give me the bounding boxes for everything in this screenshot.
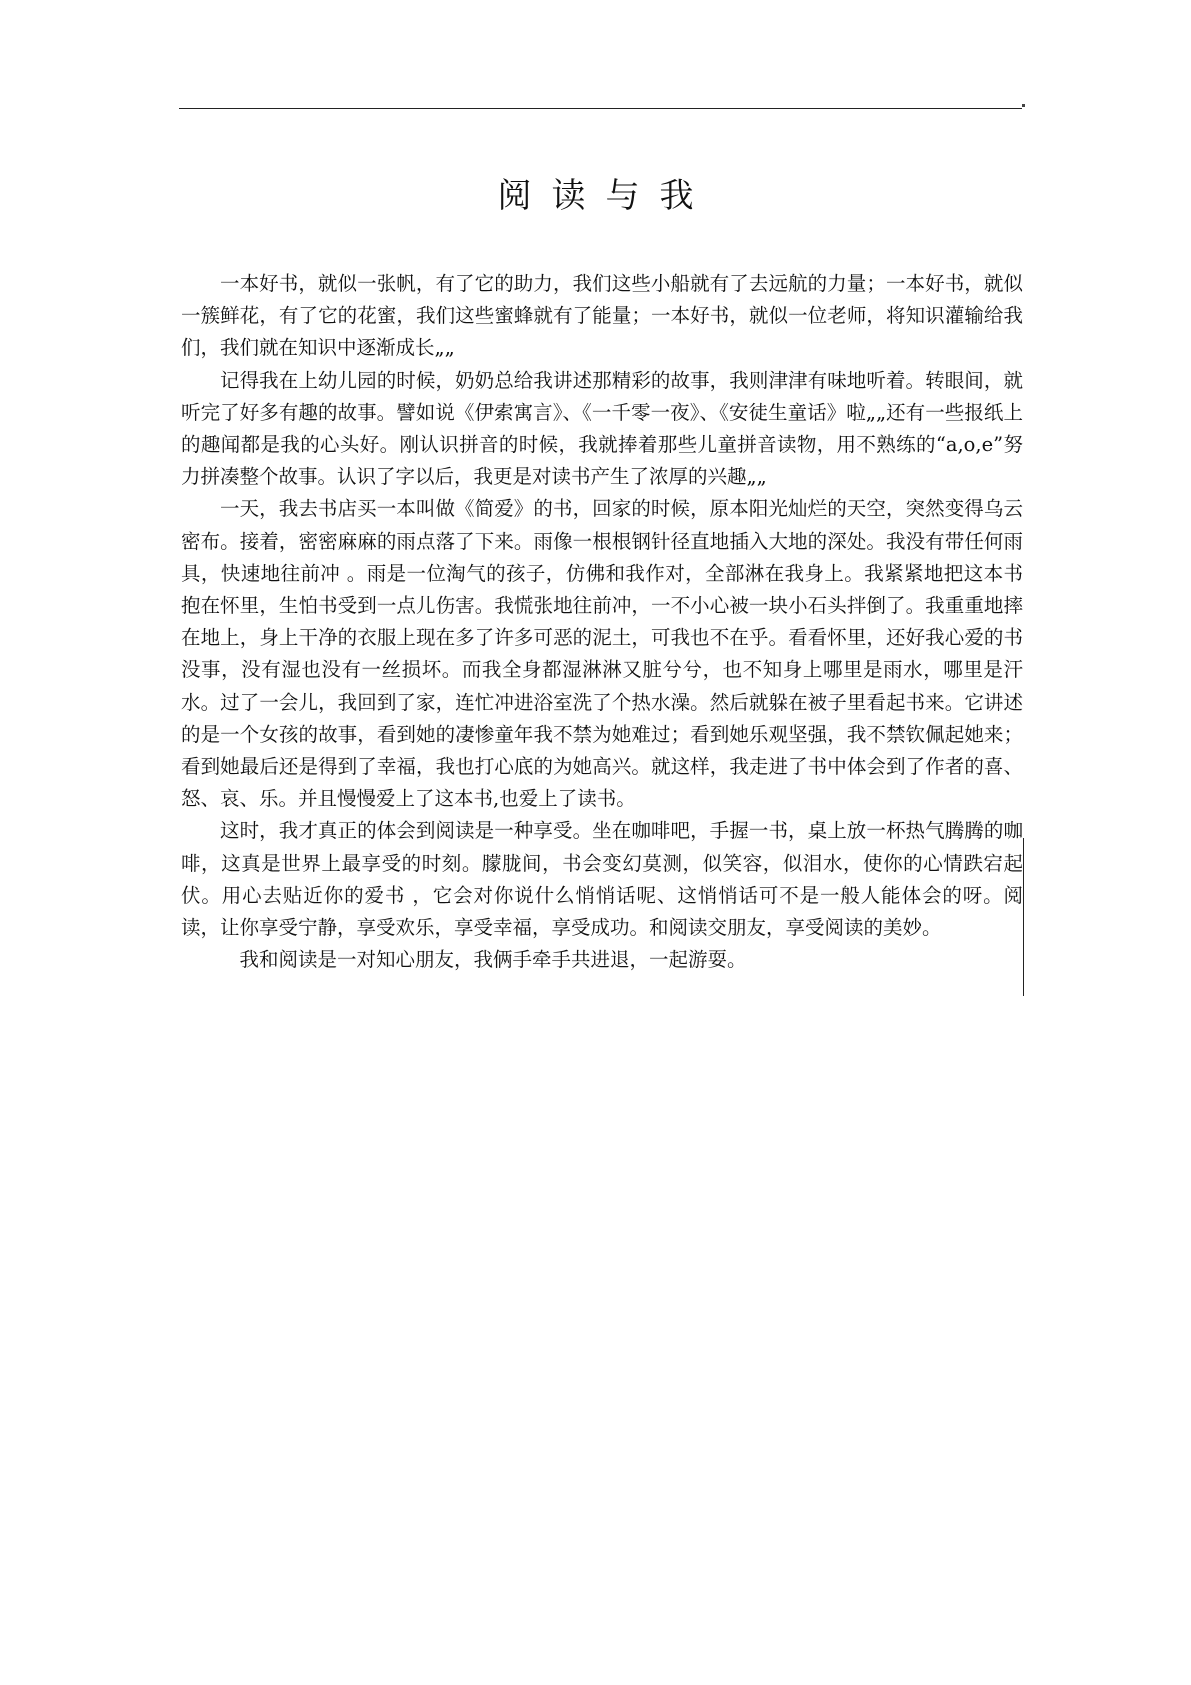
paragraph-conclusion: 我和阅读是一对知心朋友，我俩手牵手共进退，一起游耍。 <box>239 948 747 972</box>
margin-change-bar <box>1023 838 1024 996</box>
page-title: 阅读与我 <box>497 176 714 216</box>
paragraph-intro: 一本好书，就似一张帆，有了它的助力，我们这些小船就有了去远航的力量；一本好书，就似一簇鲜花，有了它的花蜜，我们这些蜜蜂就有了能量；一本好书，就似一位老师，将知识灌输给我们，我们就在知识中逐渐成长„„ <box>181 272 1023 360</box>
essay-body <box>181 268 1023 976</box>
header-rule-end-mark <box>1022 104 1025 107</box>
header-rule <box>179 108 1022 109</box>
paragraph-childhood: 记得我在上幼儿园的时候，奶奶总给我讲述那精彩的故事，我则津津有味地听着。转眼间，就听完了好多有趣的故事。譬如说《伊索寓言》、《一千零一夜》、《安徒生童话》啦„„还有一些报纸上的趣闻都是我的心头好。刚认识拼音的时候，我就捧着那些儿童拼音读物，用不熟练的“a,o,e”努力拼凑整个故事。认识了字以后，我更是对读书产生了浓厚的兴趣„„ <box>181 368 1023 489</box>
paragraph-enjoyment: 这时，我才真正的体会到阅读是一种享受。坐在咖啡吧，手握一书，桌上放一杯热气腾腾的咖啡，这真是世界上最享受的时刻。朦胧间，书会变幻莫测，似笑容，似泪水，使你的心情跌宕起伏。用心去贴近你的爱书 ，它会对你说什么悄悄话呢、这悄悄话可不是一般人能体会的呀。阅读，让你享受宁静，享受欢乐，享受幸福，享受成功。和阅读交朋友，享受阅读的美妙。 <box>181 819 1023 940</box>
paragraph-rainy-day: 一天，我去书店买一本叫做《简爱》的书，回家的时候，原本阳光灿烂的天空，突然变得乌云密布。接着，密密麻麻的雨点落了下来。雨像一根根钢针径直地插入大地的深处。我没有带任何雨具，快速地往前冲 。雨是一位淘气的孩子，仿佛和我作对，全部淋在我身上。我紧紧地把这本书抱在怀里，生怕书受到一点儿伤害。我慌张地往前冲，一不小心被一块小石头拌倒了。我重重地摔在地上，身上干净的衣服上现在多了许多可恶的泥土，可我也不在乎。看看怀里，还好我心爱的书没事，没有湿也没有一丝损坏。而我全身都湿淋淋又脏兮兮，也不知身上哪里是雨水，哪里是汗水。过了一会儿，我回到了家，连忙冲进浴室洗了个热水澡。然后就躲在被子里看起书来。它讲述的是一个女孩的故事，看到她的凄惨童年我不禁为她难过；看到她乐观坚强，我不禁钦佩起她来；看到她最后还是得到了幸福，我也打心底的为她高兴。就这样，我走进了书中体会到了作者的喜、怒、哀、乐。并且慢慢爱上了这本书,也爱上了读书。 <box>181 497 1023 811</box>
